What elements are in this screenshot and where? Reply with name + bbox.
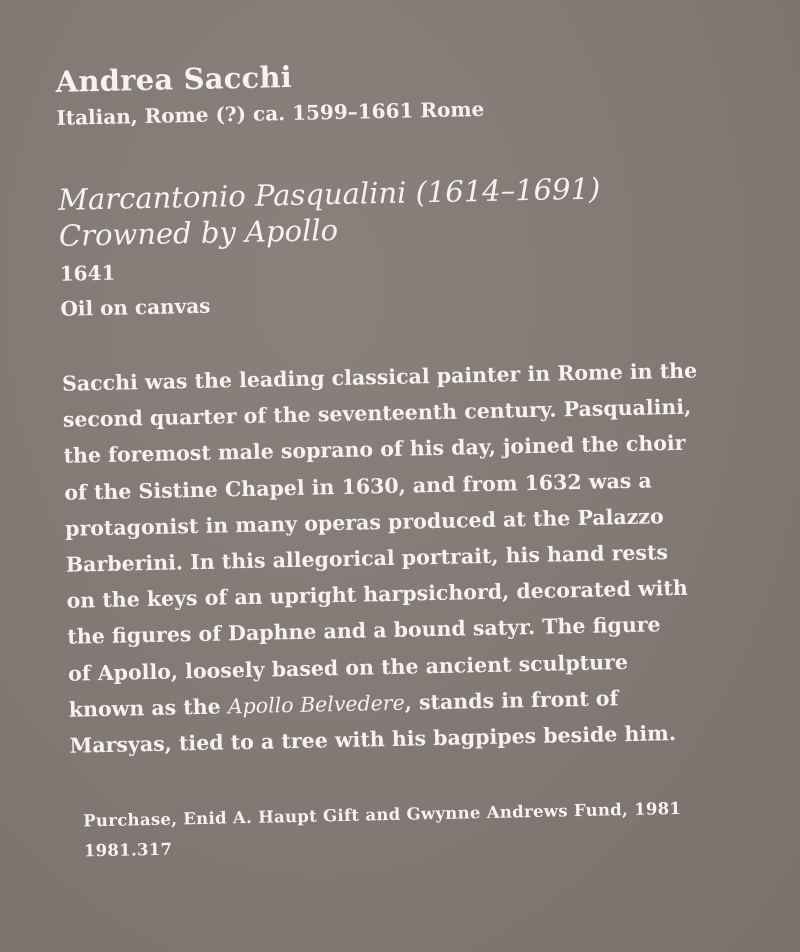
sculpture-name: Apollo Belvedere [227,690,405,719]
artwork-date: 1641 [59,260,116,286]
description-line: the foremost male soprano of his day, joined the choir [63,431,686,469]
description-line: protagonist in many operas produced at the Palazzo [64,504,664,541]
artwork-title-line: Crowned by Apollo [58,212,339,253]
artwork-description [62,352,705,763]
artwork-medium: Oil on canvas [60,293,211,321]
description-line: the figures of Daphne and a bound satyr. The figure [67,612,661,650]
artwork-title [58,170,602,253]
description-line: of the Sistine Chapel in 1630, and from 1632 was a [64,468,652,505]
description-line: on the keys of an upright harpsichord, decorated with [66,575,688,613]
credit-block [83,794,682,867]
artwork-title-line: Marcantonio Pasqualini (1614–1691) [57,171,601,217]
description-line: Barberini. In this allegorical portrait, his hand rests [65,540,669,577]
description-line: second quarter of the seventeenth century. Pasqualini, [62,394,692,432]
description-text: known as the [68,694,229,722]
artist-name: Andrea Sacchi [55,59,293,99]
credit-line: Purchase, Enid A. Haupt Gift and Gwynne Andrews Fund, 1981 [83,798,682,831]
description-text: , stands in front of [404,686,619,715]
artist-nationality-dates: Italian, Rome (?) ca. 1599–1661 Rome [56,96,485,130]
description-line: Sacchi was the leading classical painter in Rome in the [61,358,698,396]
accession-number: 1981.317 [83,839,173,861]
description-line: Marsyas, tied to a tree with his bagpipes beside him. [69,721,677,758]
description-line: of Apollo, loosely based on the ancient sculpture [67,649,629,686]
